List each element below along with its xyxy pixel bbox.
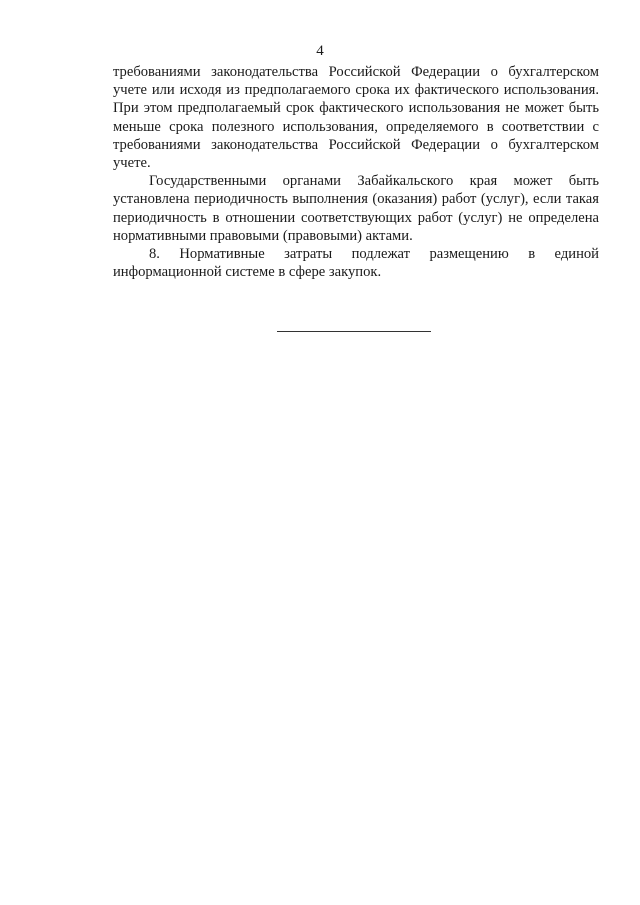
paragraph-item-8: 8. Нормативные затраты подлежат размещению в единой информационной системе в сфере закупок.	[113, 246, 599, 281]
end-separator-line	[277, 331, 431, 332]
paragraph-continuation: требованиями законодательства Российской Федерации о бухгалтерском учете или исходя из предполагаемого срока их фактического использования. При этом предполагаемый срок фактического использования не может быть меньше срока полезного использования, определяемого в соответствии с требованиями законодательства Российской Федерации о бухгалтерском учете.	[113, 64, 599, 172]
page-number: 4	[316, 43, 324, 59]
document-body	[113, 63, 599, 281]
paragraph-periodicity: Государственными органами Забайкальского края может быть установлена периодичность выполнения (оказания) работ (услуг), если такая периодичность в отношении соответствующих работ (услуг) не определена нормативными правовыми (правовыми) актами.	[113, 173, 599, 244]
